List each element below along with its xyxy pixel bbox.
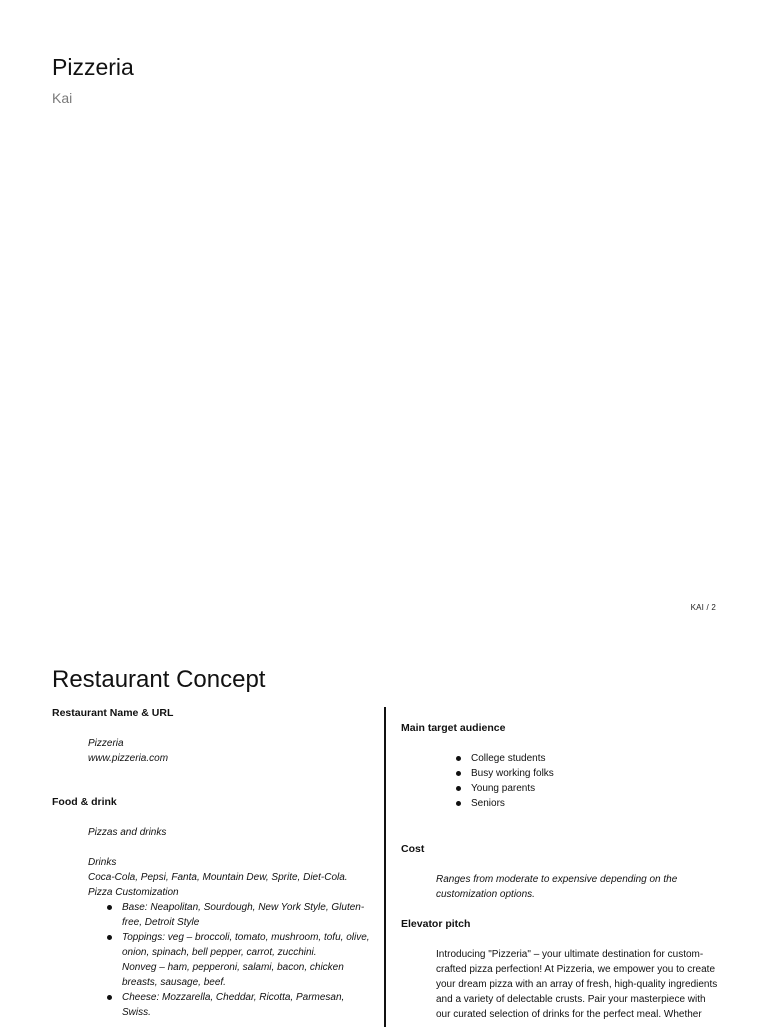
drinks-list: Coca-Cola, Pepsi, Fanta, Mountain Dew, Sprite, Diet-Cola. [88, 872, 348, 883]
audience-heading: Main target audience [401, 722, 506, 734]
food-drink-heading: Food & drink [52, 796, 117, 808]
toppings-veg: Toppings: veg – broccoli, tomato, mushroom, tofu, olive, onion, spinach, bell pepper, carrot, zucchini. [122, 932, 370, 958]
restaurant-url[interactable]: www.pizzeria.com [88, 753, 169, 764]
list-item: Cheese: Mozzarella, Cheddar, Ricotta, Parmesan, Swiss. [104, 990, 370, 1020]
cost-heading: Cost [401, 843, 425, 855]
pitch-text: Introducing "Pizzeria" – your ultimate destination for custom-crafted pizza perfection! At Pizzeria, we empower you to create your dream pizza with an array of fresh, high-quality ingredients and a variety of delectable crusts. Pair your masterpiece with our curated selection of drinks for the perfect meal. Whether [436, 949, 718, 1020]
pitch-heading: Elevator pitch [401, 918, 471, 930]
food-summary: Pizzas and drinks [88, 827, 167, 838]
name-url-heading: Restaurant Name & URL [52, 707, 174, 719]
list-item [104, 930, 370, 990]
customization-list [52, 900, 370, 1020]
list-item: Seniors [453, 796, 721, 811]
left-column [52, 706, 370, 1020]
list-item: Young parents [453, 781, 721, 796]
cost-text: Ranges from moderate to expensive depending on the customization options. [436, 874, 678, 900]
column-divider [384, 707, 386, 1027]
right-column [401, 721, 721, 1022]
toppings-nonveg: Nonveg – ham, pepperoni, salami, bacon, chicken breasts, sausage, beef. [122, 962, 344, 988]
page-break [0, 640, 768, 641]
page-footer-label: KAI / 2 [690, 603, 716, 612]
audience-list [401, 751, 721, 811]
cover-title: Pizzeria [52, 54, 134, 80]
list-item: Busy working folks [453, 766, 721, 781]
concept-title: Restaurant Concept [52, 666, 266, 693]
drinks-label: Drinks [88, 857, 117, 868]
list-item: College students [453, 751, 721, 766]
customization-label: Pizza Customization [88, 887, 179, 898]
cover-author: Kai [52, 90, 73, 106]
list-item: Base: Neapolitan, Sourdough, New York Style, Gluten-free, Detroit Style [104, 900, 370, 930]
restaurant-name: Pizzeria [88, 738, 124, 749]
